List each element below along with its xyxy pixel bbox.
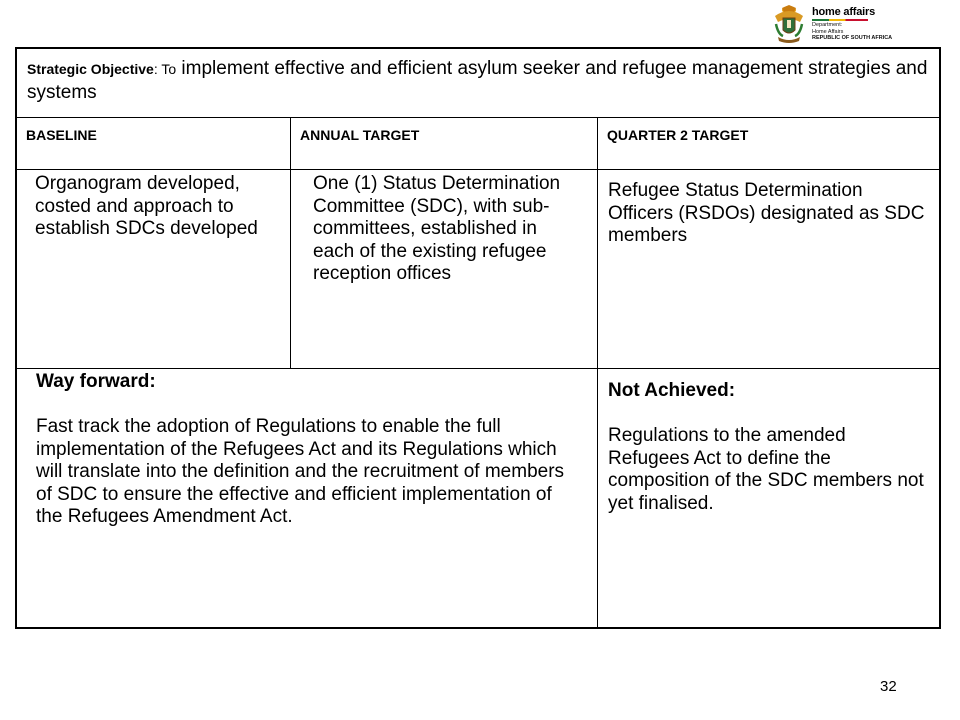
header-cell-baseline: BASELINE bbox=[17, 118, 291, 169]
coat-of-arms-icon bbox=[772, 4, 806, 44]
quarter-target-cell bbox=[598, 170, 939, 368]
way-forward-title: Way forward: bbox=[36, 371, 156, 392]
not-achieved-text: Regulations to the amended Refugees Act to define the composition of the SDC members not yet finalised. bbox=[608, 425, 924, 514]
annual-target-cell bbox=[291, 170, 598, 368]
objective-table bbox=[15, 47, 941, 629]
logo-subtitle: Department: Home Affairs REPUBLIC OF SOUTH AFRICA bbox=[812, 22, 893, 41]
objective-row bbox=[17, 49, 939, 118]
baseline-cell bbox=[17, 170, 291, 368]
page-number: 32 bbox=[880, 678, 897, 695]
targets-row bbox=[17, 170, 939, 369]
header-row bbox=[17, 118, 939, 170]
way-forward-cell bbox=[17, 369, 598, 629]
home-affairs-logo bbox=[772, 4, 920, 44]
status-row bbox=[17, 369, 939, 629]
quarter-target-text: Refugee Status Determination Officers (RSDOs) designated as SDC members bbox=[608, 180, 925, 246]
way-forward-text: Fast track the adoption of Regulations to enable the full implementation of the Refugees Act and its Regulations which will translate into the definition and the recruitment of members of SDC to ensure the effective and efficient implementation of the Refugees Amendment Act. bbox=[36, 416, 565, 527]
baseline-text: Organogram developed, costed and approach to establish SDCs developed bbox=[35, 173, 258, 239]
annual-target-text: One (1) Status Determination Committee (SDC), with sub-committees, established in each of the existing refugee reception offices bbox=[313, 173, 561, 284]
not-achieved-cell bbox=[598, 369, 939, 629]
logo-brand: home affairs bbox=[812, 6, 876, 18]
header-cell-quarter-target: QUARTER 2 TARGET bbox=[607, 127, 749, 143]
logo-flag-stripe bbox=[812, 19, 868, 21]
header-cell-annual-target: ANNUAL TARGET bbox=[291, 118, 598, 169]
strategic-objective: Strategic Objective: To implement effective and efficient asylum seeker and refugee management strategies and systems bbox=[27, 58, 928, 103]
not-achieved-title: Not Achieved: bbox=[608, 380, 736, 401]
